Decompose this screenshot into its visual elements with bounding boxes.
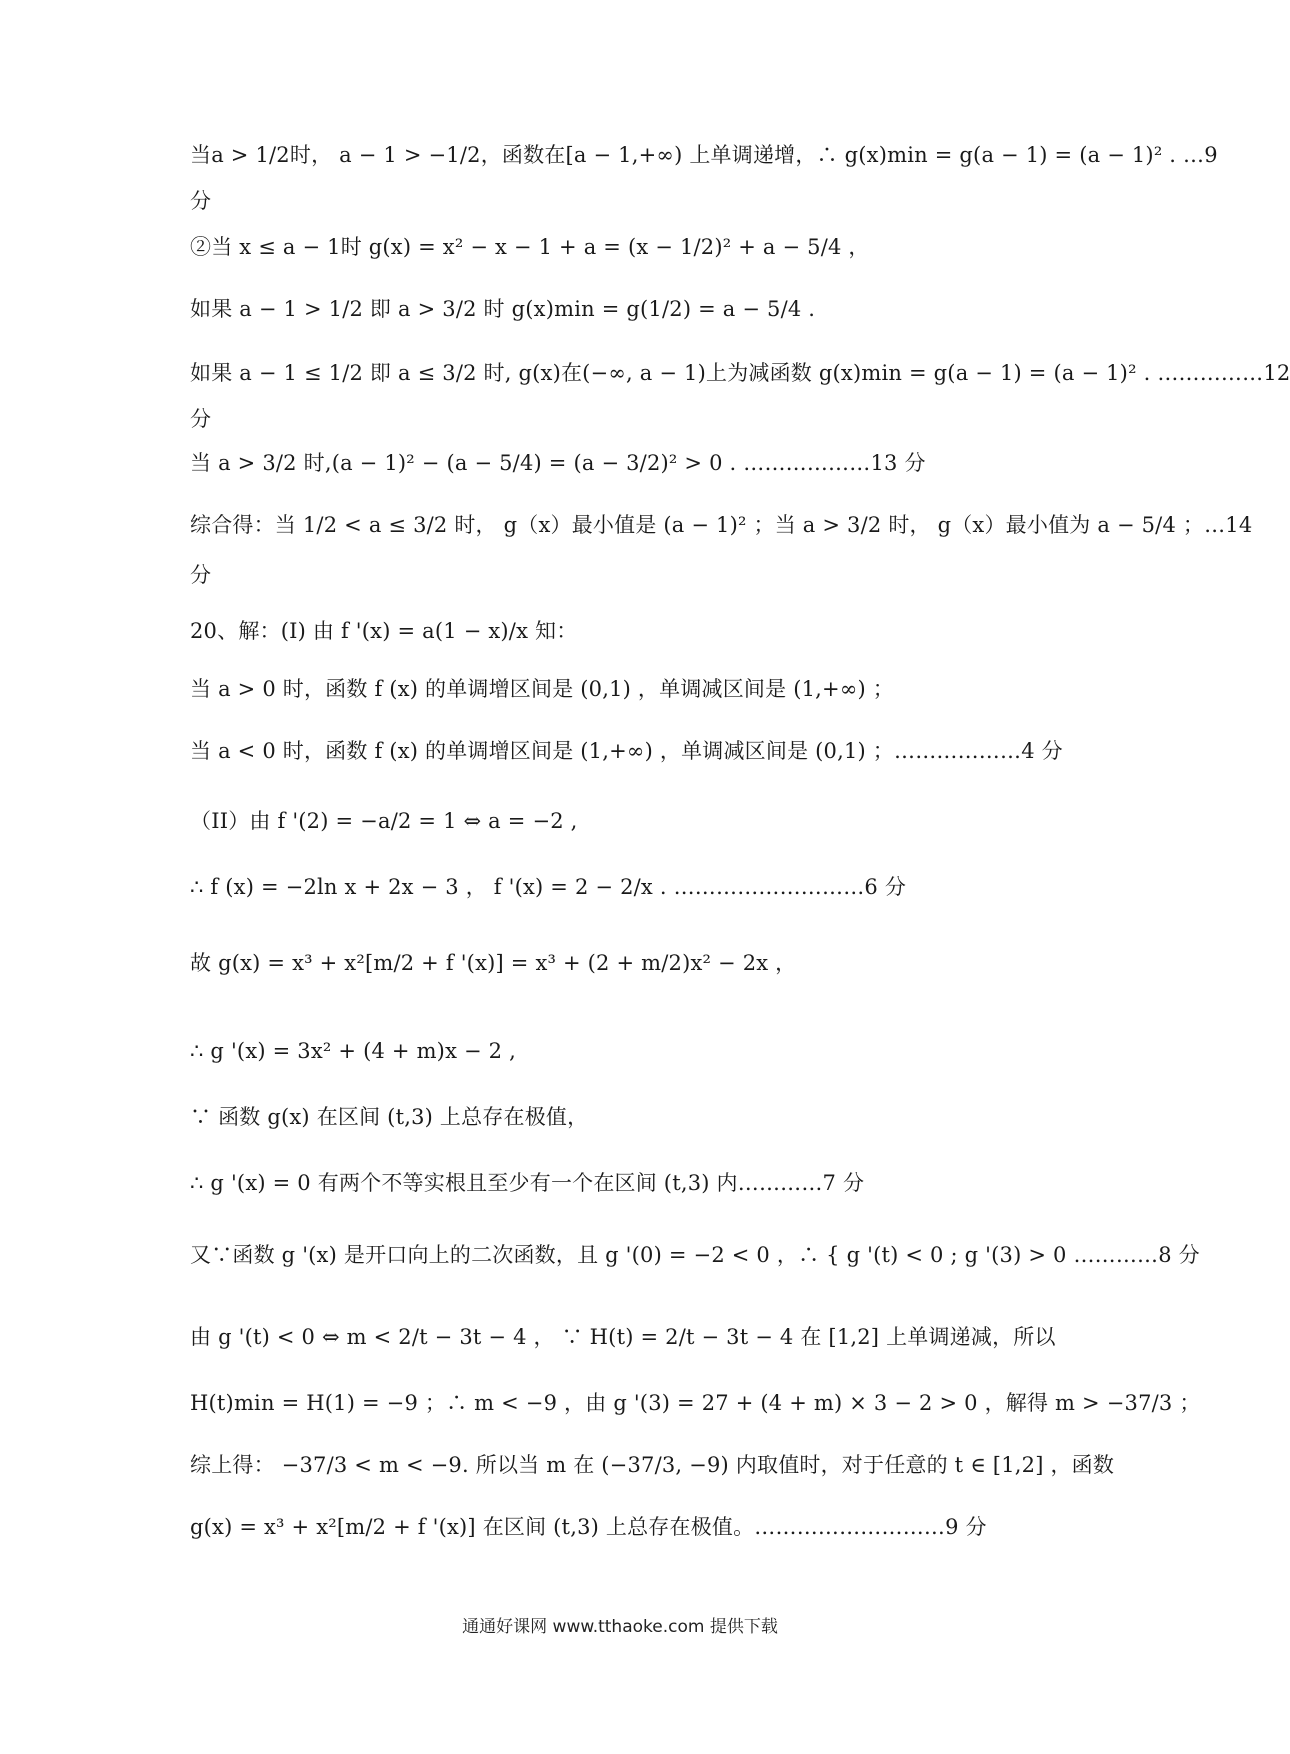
solution-line-20: 由 g '(t) < 0 ⇔ m < 2/t − 3t − 4 ， ∵ H(t) = 2/t − 3t − 4 在 [1,2] 上单调递减，所以 xyxy=(190,1325,1056,1349)
solution-line-9: 分 xyxy=(190,563,212,587)
solution-line-13: （II）由 f '(2) = −a/2 = 1 ⇔ a = −2 , xyxy=(190,809,578,833)
solution-line-4: 如果 a − 1 > 1/2 即 a > 3/2 时 g(x)min = g(1/2) = a − 5/4 . xyxy=(190,297,816,321)
solution-line-14: ∴ f (x) = −2ln x + 2x − 3 ， f '(x) = 2 − 2/x . ………………………6 分 xyxy=(190,875,907,899)
solution-line-12: 当 a < 0 时，函数 f (x) 的单调增区间是 (1,+∞) ，单调减区间是 (0,1) ；………………4 分 xyxy=(190,739,1063,763)
solution-line-11: 当 a > 0 时，函数 f (x) 的单调增区间是 (0,1) ，单调减区间是 (1,+∞) ； xyxy=(190,677,894,701)
solution-line-15: 故 g(x) = x³ + x²[m/2 + f '(x)] = x³ + (2 + m/2)x² − 2x ， xyxy=(190,951,797,975)
problem-20-heading: 20、解：(I) 由 f '(x) = a(1 − x)/x 知： xyxy=(190,619,578,643)
solution-line-5: 如果 a − 1 ≤ 1/2 即 a ≤ 3/2 时, g(x)在(−∞, a − 1)上为减函数 g(x)min = g(a − 1) = (a − 1)² . ……………12 xyxy=(190,361,1290,385)
solution-line-23: g(x) = x³ + x²[m/2 + f '(x)] 在区间 (t,3) 上总存在极值。………………………9 分 xyxy=(190,1515,987,1539)
solution-line-3: ②当 x ≤ a − 1时 g(x) = x² − x − 1 + a = (x − 1/2)² + a − 5/4 ， xyxy=(190,235,870,259)
solution-line-7: 当 a > 3/2 时,(a − 1)² − (a − 5/4) = (a − 3/2)² > 0 . ………………13 分 xyxy=(190,451,926,475)
solution-line-19: 又∵函数 g '(x) 是开口向上的二次函数，且 g '(0) = −2 < 0 ，∴ { g '(t) < 0 ; g '(3) > 0 …………8 分 xyxy=(190,1243,1200,1267)
solution-line-2: 分 xyxy=(190,189,212,213)
solution-line-17: ∵ 函数 g(x) 在区间 (t,3) 上总存在极值， xyxy=(190,1105,589,1129)
solution-line-16: ∴ g '(x) = 3x² + (4 + m)x − 2 , xyxy=(190,1039,516,1063)
solution-line-21: H(t)min = H(1) = −9 ；∴ m < −9 ，由 g '(3) = 27 + (4 + m) × 3 − 2 > 0 ，解得 m > −37/3 ； xyxy=(190,1391,1201,1415)
solution-line-18: ∴ g '(x) = 0 有两个不等实根且至少有一个在区间 (t,3) 内…………7 分 xyxy=(190,1171,865,1195)
footer-source-text: 通通好课网 www.tthaoke.com 提供下载 xyxy=(462,1617,778,1637)
solution-line-6: 分 xyxy=(190,407,212,431)
solution-line-22: 综上得： −37/3 < m < −9. 所以当 m 在 (−37/3, −9) 内取值时，对于任意的 t ∈ [1,2] ，函数 xyxy=(190,1453,1115,1477)
solution-line-1: 当a > 1/2时， a − 1 > −1/2，函数在[a − 1,+∞) 上单调递增，∴ g(x)min = g(a − 1) = (a − 1)² . …9 xyxy=(190,143,1218,167)
solution-line-8: 综合得：当 1/2 < a ≤ 3/2 时， g（x）最小值是 (a − 1)² ；当 a > 3/2 时， g（x）最小值为 a − 5/4 ；…14 xyxy=(190,513,1253,537)
